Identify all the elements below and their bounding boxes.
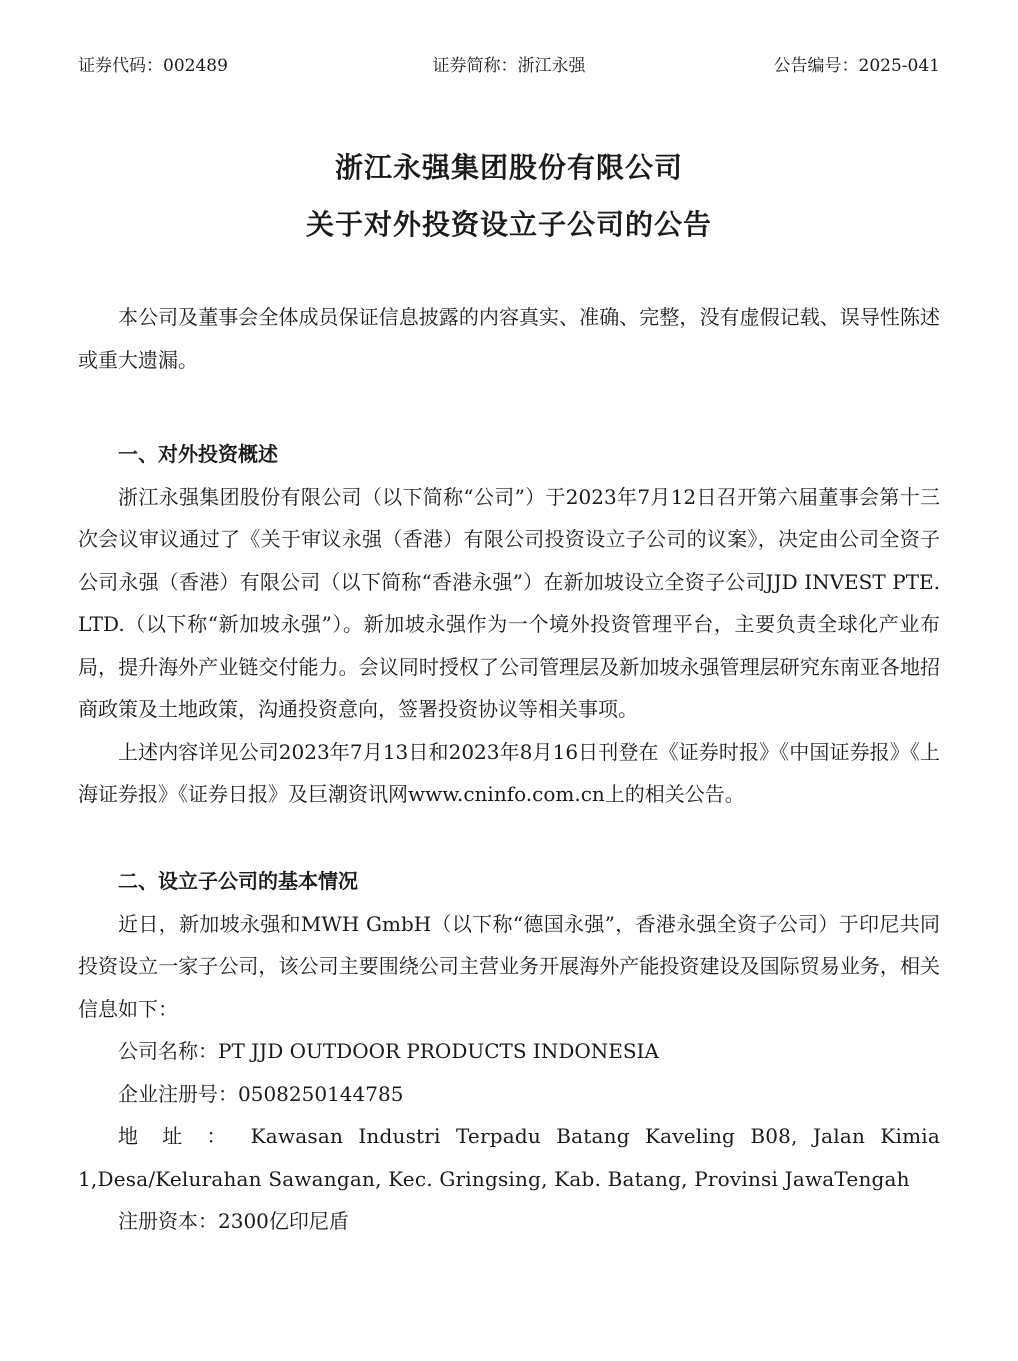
registration-number-line: 企业注册号：0508250144785 xyxy=(118,1081,404,1106)
section-1 xyxy=(78,433,940,816)
stock-code: 证券代码：002489 xyxy=(78,56,228,76)
notice-title: 关于对外投资设立子公司的公告 xyxy=(305,208,712,241)
statement-paragraph: 本公司及董事会全体成员保证信息披露的内容真实、准确、完整，没有虚假记载、误导性陈述或重大遗漏。 xyxy=(78,305,940,372)
section-1-paragraph-2: 上述内容详见公司2023年7月13日和2023年8月16日刊登在《证券时报》《中国证券报》《上海证券报》《证券日报》及巨潮资讯网www.cninfo.com.cn上的相关公告。 xyxy=(78,739,940,806)
section-1-paragraph-1: 浙江永强集团股份有限公司（以下简称“公司”）于2023年7月12日召开第六届董事会第十三次会议审议通过了《关于审议永强（香港）有限公司投资设立子公司的议案》，决定由公司全资子公司永强（香港）有限公司（以下简称“香港永强”）在新加坡设立全资子公司JJD INVEST PTE. LTD.（以下称“新加坡永强”）。新加坡永强作为一个境外投资管理平台，主要负责全球化产业布局，提升海外产业链交付能力。会议同时授权了公司管理层及新加坡永强管理层研究东南亚各地招商政策及土地政策，沟通投资意向，签署投资协议等相关事项。 xyxy=(78,484,940,721)
section-2-heading: 二、设立子公司的基本情况 xyxy=(118,869,358,893)
section-2 xyxy=(78,860,940,1243)
document-header xyxy=(78,52,940,80)
notice-number: 公告编号：2025-041 xyxy=(773,56,940,76)
section-1-heading: 一、对外投资概述 xyxy=(118,442,278,466)
statement-block xyxy=(78,296,940,381)
address-line: 地 址 ： Kawasan Industri Terpadu Batang Kaveling B08, Jalan Kimia 1,Desa/Kelurahan Sawangan, Kec. Gringsing, Kab. Batang, Provinsi JawaTengah xyxy=(78,1124,940,1191)
company-title: 浙江永强集团股份有限公司 xyxy=(334,151,683,184)
stock-short-name: 证券简称：浙江永强 xyxy=(432,56,586,76)
section-2-paragraph-1: 近日，新加坡永强和MWH GmbH（以下称“德国永强”，香港永强全资子公司）于印尼共同投资设立一家子公司，该公司主要围绕公司主营业务开展海外产能投资建设及国际贸易业务，相关信息如下： xyxy=(78,911,940,1021)
company-name-line: 公司名称：PT JJD OUTDOOR PRODUCTS INDONESIA xyxy=(118,1039,659,1063)
registered-capital-line: 注册资本：2300亿印尼盾 xyxy=(118,1209,349,1233)
